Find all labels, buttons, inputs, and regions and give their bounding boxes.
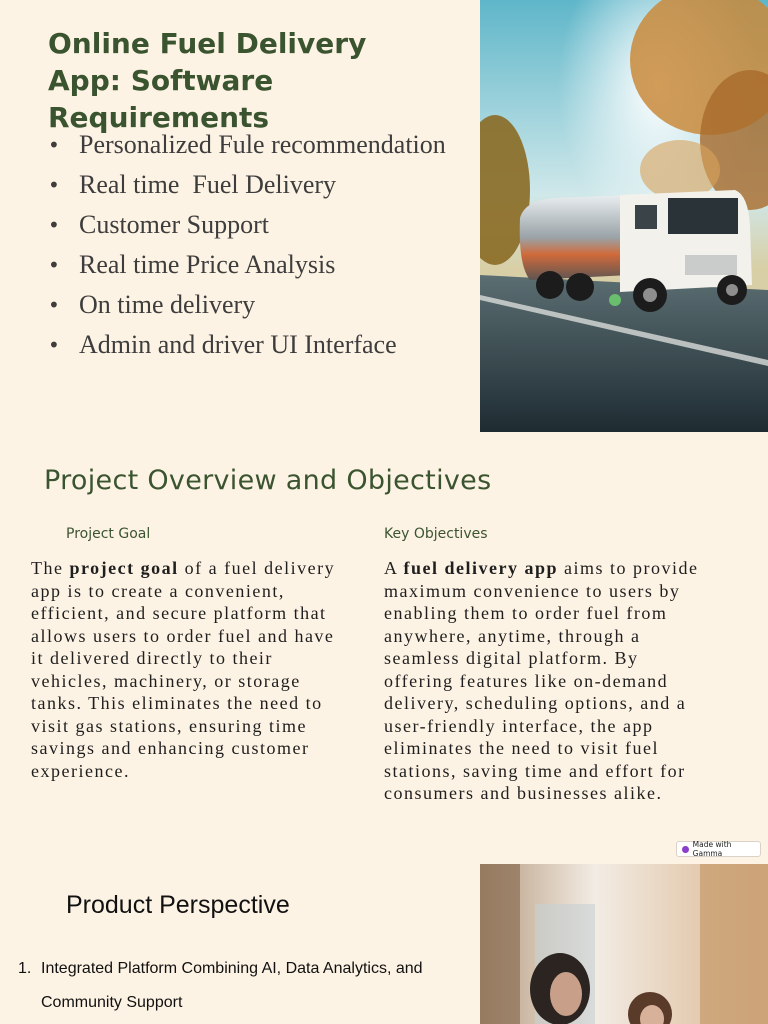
list-item [46, 290, 459, 319]
list-item [18, 952, 458, 1020]
slide-overview [0, 432, 768, 864]
badge-label: Made with Gamma [692, 840, 732, 858]
section-title: Product Perspective [66, 891, 290, 919]
text-lead: The [31, 558, 70, 578]
list-item [46, 130, 459, 159]
people-street-photo [480, 864, 768, 1024]
item-number: 1. [18, 960, 32, 977]
key-objectives-heading: Key Objectives [384, 526, 488, 542]
list-item [46, 330, 459, 359]
key-objectives-text [384, 557, 714, 805]
perspective-list [18, 952, 458, 1020]
slide-product-perspective [0, 864, 768, 1024]
feature-text: Personalized Fule recommendation [79, 130, 446, 159]
text-bold: project goal [69, 558, 179, 578]
bullet-icon: • [48, 213, 60, 237]
bullet-icon: • [48, 253, 60, 277]
feature-text: On time delivery [79, 290, 256, 319]
feature-text: Customer Support [79, 210, 269, 239]
bullet-icon: • [48, 293, 60, 317]
text-lead: A [384, 558, 404, 578]
project-goal-heading: Project Goal [66, 526, 151, 542]
list-item [46, 250, 459, 279]
gamma-logo-icon [682, 846, 689, 853]
item-text: Integrated Platform Combining AI, Data Analytics, and Community Support [41, 960, 423, 1011]
list-item [46, 210, 459, 239]
fuel-truck-photo [480, 0, 768, 432]
feature-list [46, 130, 459, 375]
slide-title: Online Fuel Delivery App: Software Requirements [48, 27, 367, 134]
bullet-icon: • [48, 333, 60, 357]
bullet-icon: • [48, 173, 60, 197]
feature-text: Admin and driver UI Interface [79, 330, 397, 359]
feature-text: Real time Price Analysis [79, 250, 336, 279]
made-with-gamma-badge[interactable] [676, 841, 761, 857]
project-goal-text [31, 557, 353, 782]
text-rest: of a fuel delivery app is to create a convenient, efficient, and secure platform that allows users to order fuel and have it delivered directly to their vehicles, machinery, or storage tanks. This eliminates the need to visit gas stations, ensuring time savings and enhancing customer experience. [31, 558, 336, 781]
list-item [46, 170, 459, 199]
text-rest: aims to provide maximum convenience to users by enabling them to order fuel from anywhere, anytime, through a seamless digital platform. By offering features like on-demand delivery, scheduling options, and a user-friendly interface, the app eliminates the need to visit fuel stations, saving time and effort for consumers and businesses alike. [384, 558, 699, 803]
bullet-icon: • [48, 133, 60, 157]
section-title: Project Overview and Objectives [44, 465, 492, 496]
slide-requirements [0, 0, 768, 432]
feature-text: Real time Fuel Delivery [79, 170, 337, 199]
text-bold: fuel delivery app [403, 558, 559, 578]
